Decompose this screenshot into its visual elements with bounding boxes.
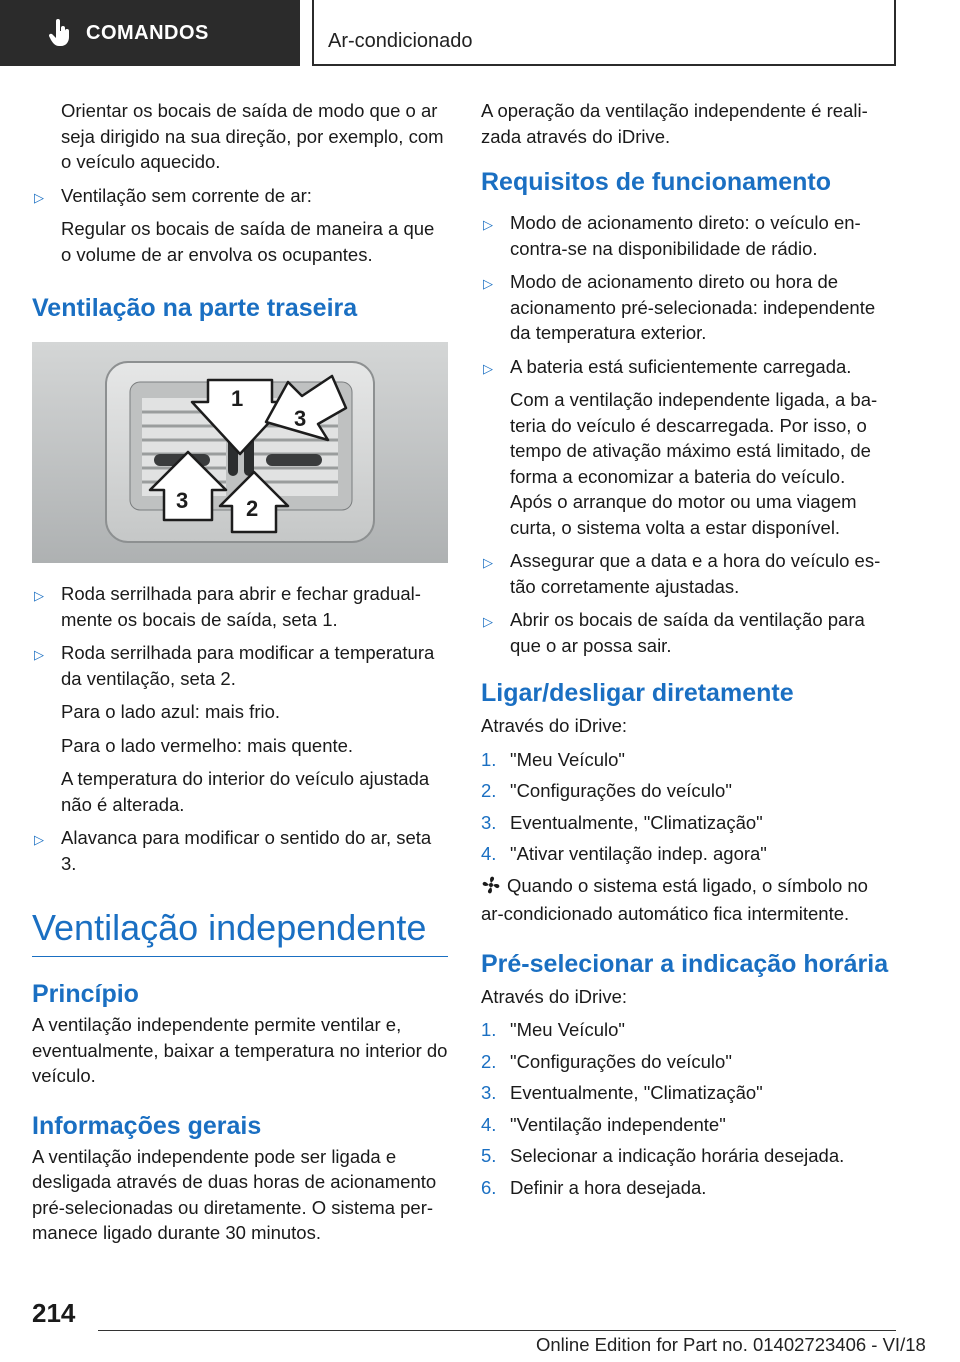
triangle-bullet-icon: ▷ (34, 647, 44, 662)
list-item (481, 1175, 889, 1201)
section-heading: Ventilação na parte traseira (32, 294, 358, 322)
list-item-text: Modo de acionamento direto ou hora de acionamento pré-selecionada: independente da temperatura exterior. (510, 271, 876, 343)
list-item (481, 747, 889, 773)
section-heading: Ligar/desligar diretamente (481, 679, 794, 707)
step-text: Definir a hora desejada. (510, 1176, 707, 1198)
footer-divider (98, 1330, 896, 1331)
triangle-bullet-icon: ▷ (483, 276, 493, 291)
list-item (481, 1080, 889, 1106)
note-paragraph (481, 873, 889, 927)
step-text: Selecionar a indicação horária desejada. (510, 1145, 845, 1166)
step-text: Eventualmente, "Climatização" (510, 811, 763, 833)
paragraph: Através do iDrive: (481, 985, 627, 1007)
list-item (481, 1017, 889, 1043)
list-item-text: Roda serrilhada para abrir e fechar gradualmente os bocais de saída, seta 1. (61, 583, 421, 630)
list-item (481, 1049, 889, 1075)
section-heading: Informações gerais (32, 1111, 262, 1140)
list-item-text: Alavanca para modificar o sentido do ar, seta 3. (61, 827, 432, 874)
list-item-text: Roda serrilhada para modificar a temperatura da ventilação, seta 2. (61, 642, 435, 689)
list-item (481, 548, 889, 599)
step-text: "Configurações do veículo" (510, 780, 732, 801)
list-item (481, 269, 889, 346)
arrow-label-3: 3 (294, 406, 307, 431)
step-text: "Ativar ventilação indep. agora" (510, 843, 767, 864)
list-item (481, 354, 889, 380)
list-item (32, 183, 448, 209)
chapter-header (312, 0, 896, 66)
list-item (481, 841, 889, 867)
arrow-label-2: 2 (246, 496, 259, 521)
list-item-text: Modo de acionamento direto: o veículo encontra-se na disponibilidade de rádio. (510, 212, 861, 259)
page-number: 214 (32, 1298, 76, 1328)
step-number: 3. (481, 1082, 497, 1103)
paragraph: Com a ventilação independente ligada, a bateria do veículo é descarregada. Por isso, o tempo de ativação máximo está limitado, de forma a economizar a bateria do veículo. Após o arranque do motor ou uma viagem curta, o sistema volta a estar disponível. (510, 389, 878, 538)
list-item-text: Assegurar que a data e a hora do veículo estão corretamente ajustadas. (510, 550, 881, 597)
edition-text: Online Edition for Part no. 01402723406 - VI/18 (536, 1334, 926, 1355)
paragraph: A operação da ventilação independente é realizada através do iDrive. (481, 100, 868, 147)
step-text: "Configurações do veículo" (510, 1050, 732, 1072)
triangle-bullet-icon: ▷ (483, 555, 493, 570)
list-item-text: Abrir os bocais de saída da ventilação para que o ar possa sair. (510, 609, 865, 656)
triangle-bullet-icon: ▷ (483, 360, 493, 376)
paragraph: Para o lado vermelho: mais quente. (61, 734, 354, 756)
triangle-bullet-icon: ▷ (34, 588, 44, 603)
triangle-bullet-icon: ▷ (34, 832, 44, 847)
step-number: 3. (481, 811, 497, 833)
list-item (481, 210, 889, 261)
list-item (32, 581, 448, 632)
step-text: "Ventilação independente" (510, 1113, 726, 1135)
section-heading: Pré-selecionar a indicação horária (481, 949, 889, 978)
chapter-label: Ar-condicionado (328, 30, 473, 52)
list-item (32, 825, 448, 876)
step-number: 1. (481, 1019, 497, 1040)
triangle-bullet-icon: ▷ (483, 614, 493, 629)
list-item (481, 1143, 889, 1169)
list-item (481, 1112, 889, 1138)
section-heading: Princípio (32, 980, 139, 1008)
step-text: "Meu Veículo" (510, 1019, 625, 1040)
list-item (481, 778, 889, 804)
list-item-text: A bateria está suficientemente carregada. (510, 355, 852, 377)
section-tab (0, 0, 300, 66)
step-number: 6. (481, 1176, 497, 1198)
paragraph: Através do iDrive: (481, 715, 627, 736)
paragraph: Regular os bocais de saída de maneira a que o volume de ar envolva os ocupantes. (61, 218, 435, 265)
section-heading: Requisitos de funcionamento (481, 168, 832, 196)
note-text: Quando o sistema está ligado, o símbolo no ar-condicionado automático fica intermitente. (481, 874, 868, 924)
right-column (481, 98, 889, 1206)
paragraph: A ventilação independente pode ser ligada e desligada através de duas horas de acionamento pré-selecionadas ou diretamente. O sistema permanece ligado durante 30 minutos. (32, 1145, 437, 1243)
triangle-bullet-icon: ▷ (483, 217, 493, 232)
step-text: Eventualmente, "Climatização" (510, 1082, 763, 1103)
arrow-label-1: 1 (231, 386, 244, 411)
paragraph: Orientar os bocais de saída de modo que o ar seja dirigido na sua direção, por exemplo, com o veículo aquecido. (61, 100, 444, 172)
list-item (481, 607, 889, 658)
section-label: COMANDOS (86, 21, 209, 44)
step-number: 5. (481, 1145, 497, 1166)
triangle-bullet-icon: ▷ (34, 189, 44, 205)
step-number: 4. (481, 843, 497, 864)
step-number: 2. (481, 1050, 497, 1072)
list-item-text: Ventilação sem corrente de ar: (61, 184, 312, 206)
paragraph: Para o lado azul: mais frio. (61, 701, 281, 722)
left-column (32, 98, 448, 1254)
rear-vent-photo (32, 342, 448, 563)
paragraph: A ventilação independente permite ventilar e, eventualmente, baixar a temperatura no interior do veículo. (32, 1014, 448, 1086)
paragraph: A temperatura do interior do veículo ajustada não é alterada. (61, 768, 430, 815)
arrow-label-3: 3 (176, 488, 189, 513)
step-number: 4. (481, 1113, 497, 1135)
list-item (481, 810, 889, 836)
step-text: "Meu Veículo" (510, 748, 625, 770)
hand-pointer-icon (40, 18, 80, 48)
list-item (32, 640, 448, 691)
step-number: 1. (481, 748, 497, 770)
step-number: 2. (481, 780, 497, 801)
fan-icon (481, 875, 501, 902)
chapter-heading: Ventilação independente (32, 906, 448, 957)
